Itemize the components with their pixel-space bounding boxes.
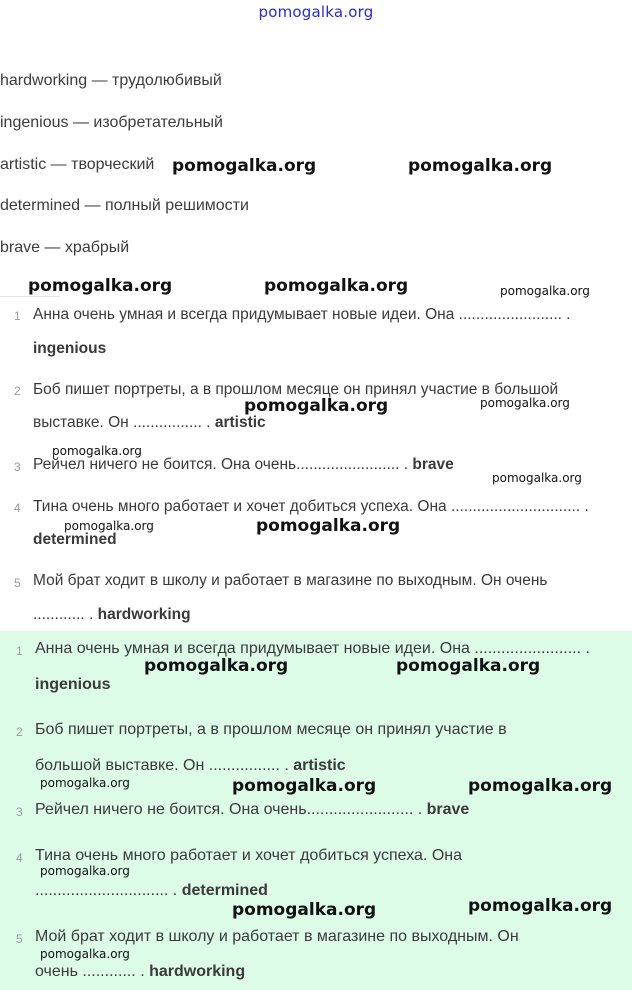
watermark: pomogalka.org [468, 776, 613, 796]
watermark: pomogalka.org [492, 471, 582, 485]
watermark: pomogalka.org [40, 776, 130, 790]
watermark: pomogalka.org [28, 276, 173, 296]
sentence-prefix: выставке. Он ................ . [33, 414, 215, 431]
sentence-text: Тина очень много работает и хочет добиться успеха. Она [35, 847, 462, 864]
watermark: pomogalka.org [408, 156, 553, 176]
watermark: pomogalka.org [144, 656, 289, 676]
sentence-continuation [33, 606, 191, 624]
item-number: 5 [14, 576, 21, 590]
item-number: 4 [14, 501, 21, 515]
answer-word: hardworking [149, 963, 246, 980]
answer-word: hardworking [97, 606, 191, 623]
answers-panel [0, 631, 632, 990]
answer-word: brave [412, 456, 454, 473]
watermark: pomogalka.org [40, 947, 130, 961]
sentence-prefix: большой выставке. Он ................ . [35, 757, 294, 774]
item-number: 2 [16, 725, 23, 739]
sentence-continuation [35, 757, 346, 775]
watermark: pomogalka.org [232, 900, 377, 920]
sentence-continuation [35, 963, 245, 981]
sentence-prefix: очень ............ . [35, 963, 150, 980]
watermark: pomogalka.org [264, 276, 409, 296]
sentence-text [33, 456, 454, 474]
sentence-prefix: ............ . [33, 606, 98, 623]
sentence-prefix: .............................. . [35, 882, 182, 899]
watermark: pomogalka.org [468, 896, 613, 916]
item-number: 1 [16, 644, 23, 658]
item-number: 4 [16, 851, 23, 865]
sentence-continuation [33, 414, 266, 432]
item-number: 3 [16, 805, 23, 819]
sentence-text: Анна очень умная и всегда придумывает новые идеи. Она ........................ . [35, 640, 590, 657]
answer-word: determined [181, 882, 268, 899]
vocab-item-hardworking: hardworking — трудолюбивый [0, 72, 222, 89]
watermark: pomogalka.org [480, 396, 570, 410]
answer-word: determined [33, 531, 117, 548]
answer-word: ingenious [35, 676, 111, 693]
sentence-continuation [35, 882, 268, 900]
item-number: 3 [14, 460, 21, 474]
sentence-text [35, 801, 469, 819]
site-logo[interactable]: pomogalka.org [258, 3, 374, 21]
watermark: pomogalka.org [244, 396, 389, 416]
item-number: 1 [14, 309, 21, 323]
sentence-prefix: Рейчел ничего не боится. Она очень........................ . [33, 456, 413, 473]
watermark: pomogalka.org [40, 864, 130, 878]
watermark: pomogalka.org [64, 519, 154, 533]
answer-word: artistic [293, 757, 346, 774]
vocab-item-brave: brave — храбрый [0, 239, 130, 256]
item-number: 5 [16, 932, 23, 946]
watermark: pomogalka.org [256, 516, 401, 536]
answer-word: artistic [214, 414, 266, 431]
item-number: 2 [14, 384, 21, 398]
sentence-text: Боб пишет портреты, а в прошлом месяце он принял участие в [35, 721, 507, 738]
sentence-text: Тина очень много работает и хочет добиться успеха. Она .............................. . [33, 498, 589, 515]
answer-word: brave [426, 801, 470, 818]
sentence-text: Мой брат ходит в школу и работает в магазине по выходным. Он [35, 928, 519, 945]
watermark: pomogalka.org [396, 656, 541, 676]
watermark: pomogalka.org [500, 284, 590, 298]
divider [0, 296, 60, 297]
sentence-text: Мой брат ходит в школу и работает в магазине по выходным. Он очень [33, 572, 548, 589]
watermark: pomogalka.org [52, 444, 142, 458]
answer-word: ingenious [33, 340, 107, 357]
sentence-text: Боб пишет портреты, а в прошлом месяце он принял участие в большой [33, 381, 559, 398]
watermark: pomogalka.org [172, 156, 317, 176]
sentence-text: Анна очень умная и всегда придумывает новые идеи. Она ........................ . [33, 306, 571, 323]
vocab-item-determined: determined — полный решимости [0, 197, 249, 214]
vocab-item-artistic: artistic — творческий [0, 156, 155, 173]
sentence-prefix: Рейчел ничего не боится. Она очень........................ . [35, 801, 427, 818]
vocab-item-ingenious: ingenious — изобретательный [0, 114, 223, 131]
watermark: pomogalka.org [232, 776, 377, 796]
